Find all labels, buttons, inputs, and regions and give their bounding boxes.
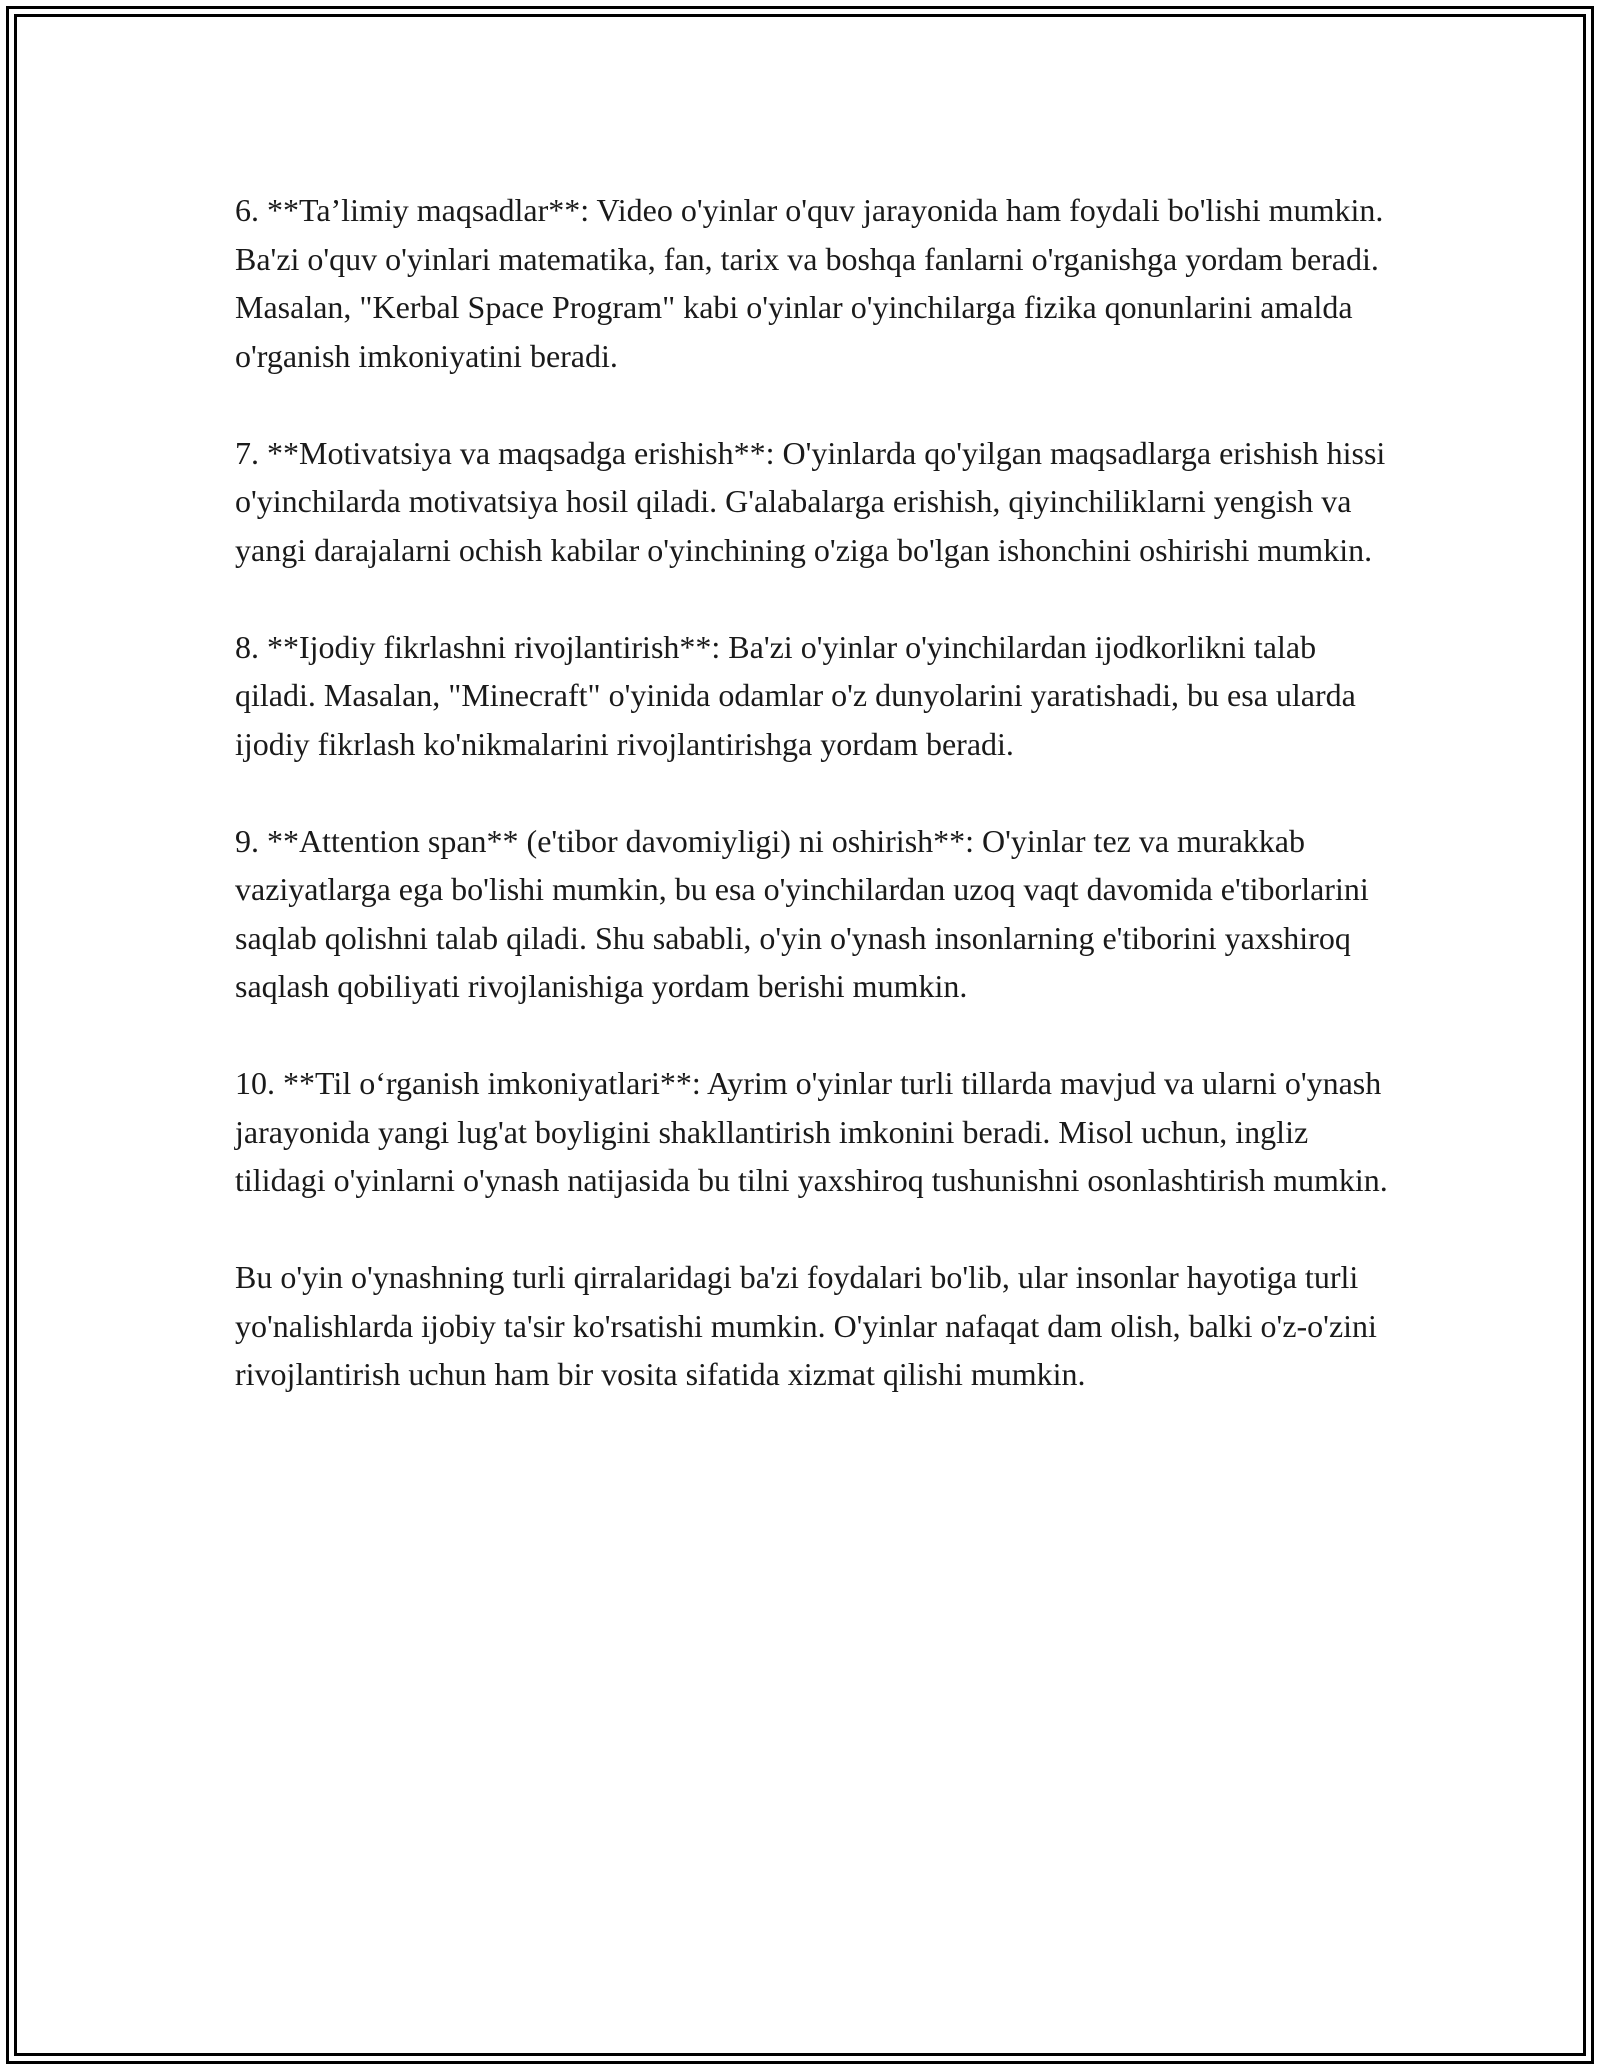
paragraph-creative-thinking: 8. **Ijodiy fikrlashni rivojlantirish**: Ba'zi o'yinlar o'yinchilardan ijodkorlikni talab qiladi. Masalan, "Minecraft" o'yinida odamlar o'z dunyolarini yaratishadi, bu esa ularda ijodiy fikrlash ko'nikmalarini rivojlantirishga yordam beradi. (235, 628, 1356, 762)
paragraph-conclusion: Bu o'yin o'ynashning turli qirralaridagi ba'zi foydalari bo'lib, ular insonlar hayotiga turli yo'nalishlarda ijobiy ta'sir ko'rsatishi mumkin. O'yinlar nafaqat dam olish, balki o'z-o'zini rivojlantirish uchun ham bir vosita sifatida xizmat qilishi mumkin. (235, 1259, 1377, 1392)
document-body (235, 186, 1395, 1399)
paragraph-motivation: 7. **Motivatsiya va maqsadga erishish**: O'yinlarda qo'yilgan maqsadlarga erishish hissi o'yinchilarda motivatsiya hosil qiladi. G'alabalarga erishish, qiyinchiliklarni yengish va yangi darajalarni ochish kabilar o'yinchining o'ziga bo'lgan ishonchini oshirishi mumkin. (235, 434, 1386, 568)
paragraph-attention-span: 9. **Attention span** (e'tibor davomiyligi) ni oshirish**: O'yinlar tez va murakkab vaziyatlarga ega bo'lishi mumkin, bu esa o'yinchilardan uzoq vaqt davomida e'tiborlarini saqlab qolishni talab qiladi. Shu sababli, o'yin o'ynash insonlarning e'tiborini yaxshiroq saqlash qobiliyati rivojlanishiga yordam berishi mumkin. (235, 822, 1369, 1004)
paragraph-language-learning: 10. **Til o‘rganish imkoniyatlari**: Ayrim o'yinlar turli tillarda mavjud va ularni o'ynash jarayonida yangi lug'at boyligini shakllantirish imkonini beradi. Misol uchun, ingliz tilidagi o'yinlarni o'ynash natijasida bu tilni yaxshiroq tushunishni osonlashtirish mumkin. (235, 1065, 1388, 1198)
paragraph-educational-goals: 6. **Ta’limiy maqsadlar**: Video o'yinlar o'quv jarayonida ham foydali bo'lishi mumkin. Ba'zi o'quv o'yinlari matematika, fan, tarix va boshqa fanlarni o'rganishga yordam beradi. Masalan, "Kerbal Space Program" kabi o'yinlar o'yinchilarga fizika qonunlarini amalda o'rganish imkoniyatini beradi. (235, 192, 1384, 374)
